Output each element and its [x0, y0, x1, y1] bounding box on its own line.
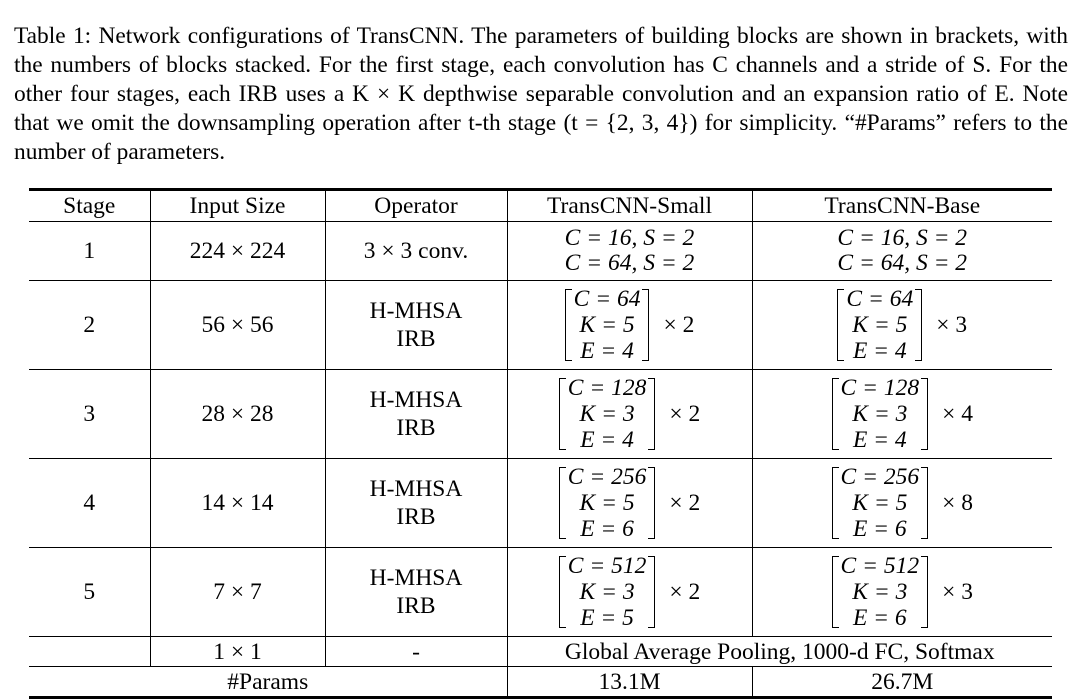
- param-c: C = 256: [840, 464, 920, 490]
- block-param-bracket: [837, 286, 922, 364]
- param-e: E = 4: [580, 427, 634, 453]
- operator-cell: [325, 281, 507, 370]
- caption-text: Network configurations of TransCNN. The parameters of building blocks are shown in brackets, with the numbers of blocks stacked. For the first stage, each convolution has C channels and a stride of S. For the other four stages, each IRB uses a K × K depthwise separable convolution and an expansion ratio of E. Note that we omit the downsampling operation after t-th stage (t = {2, 3, 4}) for simplicity. “#Params” refers to the number of parameters.: [14, 23, 1068, 165]
- table-row: [29, 222, 1052, 281]
- block-repeat: × 3: [942, 579, 973, 605]
- param-c: C = 64: [573, 286, 641, 312]
- param-k: K = 5: [852, 312, 908, 338]
- param-e: E = 4: [852, 338, 907, 364]
- block-repeat: × 2: [663, 312, 695, 338]
- stage-cell: 5: [29, 548, 150, 637]
- header-stage: Stage: [29, 190, 150, 222]
- table-caption: [14, 22, 1068, 167]
- param-c: C = 128: [567, 375, 647, 401]
- block-param-bracket: [565, 286, 650, 364]
- operator-cell: -: [325, 637, 507, 667]
- param-e: E = 6: [852, 516, 907, 542]
- param-e: E = 5: [580, 605, 634, 631]
- base-config-cell: [752, 548, 1052, 637]
- input-size-cell: 56 × 56: [150, 281, 325, 370]
- table-row: [29, 459, 1052, 548]
- param-k: K = 3: [579, 401, 635, 427]
- block-param-bracket: [559, 375, 656, 453]
- params-label: #Params: [29, 667, 507, 698]
- stage-cell: 4: [29, 459, 150, 548]
- params-base: 26.7M: [752, 667, 1052, 698]
- small-config-cell: [507, 222, 752, 281]
- block-repeat: × 2: [669, 490, 701, 516]
- block-param-bracket: [832, 553, 929, 631]
- table-row: [29, 548, 1052, 637]
- operator-irb: IRB: [396, 593, 436, 619]
- stage-cell-empty: [29, 637, 150, 667]
- small-config-cell: [507, 281, 752, 370]
- param-k: K = 3: [579, 579, 635, 605]
- param-k: K = 5: [852, 490, 908, 516]
- base-config-cell: [752, 370, 1052, 459]
- param-c: C = 64: [846, 286, 914, 312]
- network-config-table: [29, 188, 1052, 699]
- header-transcnn-small: TransCNN-Small: [507, 190, 752, 222]
- param-k: K = 3: [852, 401, 908, 427]
- small-config-cell: [507, 370, 752, 459]
- operator-cell: [325, 548, 507, 637]
- block-param-bracket: [559, 553, 656, 631]
- param-c: C = 128: [840, 375, 920, 401]
- base-config-cell: [752, 459, 1052, 548]
- conv-param: C = 64, S = 2: [564, 250, 695, 276]
- table-row: [29, 370, 1052, 459]
- param-c: C = 256: [567, 464, 647, 490]
- block-param-bracket: [832, 375, 929, 453]
- base-config-cell: [752, 281, 1052, 370]
- conv-param: C = 64, S = 2: [837, 250, 968, 276]
- operator-hmhsa: H-MHSA: [369, 298, 463, 324]
- stage-cell: 3: [29, 370, 150, 459]
- param-c: C = 512: [567, 553, 647, 579]
- input-size-cell: 14 × 14: [150, 459, 325, 548]
- conv-param: C = 16, S = 2: [837, 225, 968, 251]
- block-repeat: × 2: [669, 401, 701, 427]
- param-k: K = 3: [852, 579, 908, 605]
- head-row: [29, 637, 1052, 667]
- base-config-cell: [752, 222, 1052, 281]
- block-param-bracket: [832, 464, 929, 542]
- stage-cell: 2: [29, 281, 150, 370]
- block-param-bracket: [559, 464, 656, 542]
- block-repeat: × 3: [936, 312, 968, 338]
- classifier-head-cell: Global Average Pooling, 1000-d FC, Softmax: [507, 637, 1052, 667]
- param-e: E = 4: [580, 338, 634, 364]
- operator-irb: IRB: [396, 415, 436, 441]
- param-e: E = 6: [580, 516, 634, 542]
- input-size-cell: 7 × 7: [150, 548, 325, 637]
- header-input-size: Input Size: [150, 190, 325, 222]
- block-repeat: × 8: [942, 490, 973, 516]
- operator-cell: [325, 459, 507, 548]
- operator-cell: 3 × 3 conv.: [325, 222, 507, 281]
- operator-hmhsa: H-MHSA: [369, 387, 463, 413]
- input-size-cell: 1 × 1: [150, 637, 325, 667]
- header-operator: Operator: [325, 190, 507, 222]
- caption-label: Table 1:: [14, 23, 92, 49]
- input-size-cell: 224 × 224: [150, 222, 325, 281]
- input-size-cell: 28 × 28: [150, 370, 325, 459]
- operator-irb: IRB: [396, 326, 436, 352]
- param-k: K = 5: [579, 312, 635, 338]
- header-transcnn-base: TransCNN-Base: [752, 190, 1052, 222]
- stage-cell: 1: [29, 222, 150, 281]
- params-small: 13.1M: [507, 667, 752, 698]
- table-row: [29, 281, 1052, 370]
- param-c: C = 512: [840, 553, 920, 579]
- operator-hmhsa: H-MHSA: [369, 476, 463, 502]
- operator-hmhsa: H-MHSA: [369, 565, 463, 591]
- operator-irb: IRB: [396, 504, 436, 530]
- block-repeat: × 2: [669, 579, 701, 605]
- block-repeat: × 4: [942, 401, 973, 427]
- conv-param: C = 16, S = 2: [564, 225, 695, 251]
- small-config-cell: [507, 459, 752, 548]
- param-k: K = 5: [579, 490, 635, 516]
- operator-cell: [325, 370, 507, 459]
- params-row: [29, 667, 1052, 698]
- header-row: [29, 190, 1052, 222]
- small-config-cell: [507, 548, 752, 637]
- param-e: E = 4: [852, 427, 907, 453]
- param-e: E = 6: [852, 605, 907, 631]
